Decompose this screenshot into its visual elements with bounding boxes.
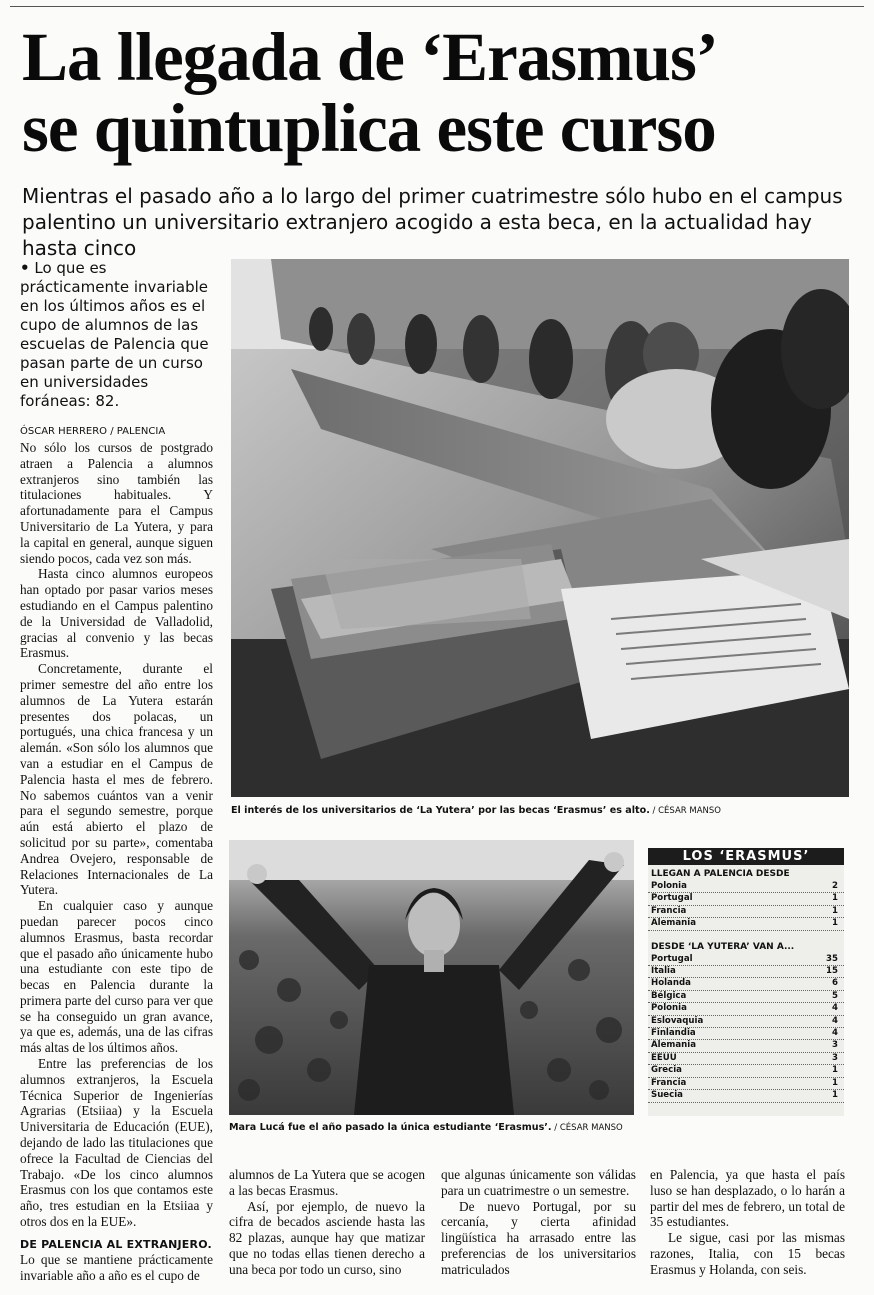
byline-place: PALENCIA (116, 426, 166, 437)
statistics-box-title: LOS ‘ERASMUS’ (648, 848, 844, 865)
article-paragraph: Entre las preferencias de los alumnos extranjeros, la Escuela Técnica Superior de Ingenierías Agrarias (Etsiiaa) y la Escuela Universitaria de Educación (EUE), dejando de lado las titulaciones que ofrece la Facultad de Ciencias del Trabajo. «De los cinco alumnos Erasmus con los que contamos este año, tres estudian en la Etsiiaa y otros dos en la EUE». (20, 1056, 213, 1230)
student-portrait-image (229, 840, 634, 1115)
statistics-row (648, 966, 844, 978)
statistics-row (648, 954, 844, 966)
lead-summary (20, 259, 215, 411)
article-paragraph: En cualquier caso y aunque puedan parecer pocos cinco alumnos Erasmus, basta recordar que el pasado año únicamente hubo una estudiante con este tipo de becas en Palencia durante la primera parte del curso para ver que se ha conseguido un gran avance, ya que es, además, una de las cifras más altas de los últimos años. (20, 898, 213, 1056)
statistics-country: Polonia (651, 881, 687, 891)
statistics-count: 5 (832, 990, 838, 1001)
erasmus-statistics-box (648, 848, 844, 1116)
statistics-row (648, 1016, 844, 1028)
article-paragraph: en Palencia, ya que hasta el país luso se han desplazado, o lo harán a partir del mes de febrero, un total de 35 estudiantes. (650, 1167, 845, 1230)
article-column-2 (229, 1167, 425, 1278)
article-paragraph: Concretamente, durante el primer semestre del año entre los alumnos de La Yutera estarán presentes dos polacas, un portugués, una chica francesa y un alemán. «Son sólo los alumnos que van a estudiar en el Campus de Palencia hasta el mes de febrero. No sabemos cuántos van a venir para el segundo semestre, porque aún está abierto el plazo de solicitud por su parte», comentaba Andrea Ovejero, responsable de Relaciones Internacionales de La Yutera. (20, 661, 213, 898)
statistics-country: Portugal (651, 893, 693, 904)
statistics-row (648, 1003, 844, 1015)
standfirst: Mientras el pasado año a lo largo del primer cuatrimestre sólo hubo en el campus palentino un universitario extranjero acogido a esta beca, en la actualidad hay hasta cinco (22, 184, 843, 260)
article-paragraph: alumnos de La Yutera que se acogen a las becas Erasmus. (229, 1167, 425, 1198)
statistics-count: 6 (832, 978, 838, 989)
statistics-count: 1 (832, 893, 838, 904)
statistics-country: Alemania (651, 1040, 697, 1051)
statistics-country: Francia (651, 1077, 687, 1088)
statistics-count: 1 (832, 918, 838, 929)
statistics-country: EEUU (651, 1052, 677, 1063)
photo-student-portrait (229, 840, 634, 1115)
statistics-country: Finlandia (651, 1028, 696, 1039)
article-paragraph: Hasta cinco alumnos europeos han optado por pasar varios meses estudiando en el Campus palentino de la Universidad de Valladolid, gracias al convenio y las becas Erasmus. (20, 566, 213, 661)
statistics-row (648, 1028, 844, 1040)
article-paragraph: Así, por ejemplo, de nuevo la cifra de becados asciende hasta las 82 plazas, aunque hay que matizar que no todas ellas tienen derecho a una beca por todo un curso, sino (229, 1198, 425, 1277)
statistics-list-incoming (648, 881, 844, 931)
statistics-country: Eslovaquia (651, 1015, 704, 1026)
article-subhead: DE PALENCIA AL EXTRANJERO. (20, 1237, 212, 1251)
statistics-count: 15 (826, 966, 838, 977)
statistics-count: 3 (832, 1040, 838, 1051)
statistics-row (648, 893, 844, 905)
statistics-row (648, 978, 844, 990)
statistics-count: 1 (832, 1077, 838, 1088)
statistics-row (648, 991, 844, 1003)
statistics-country: Portugal (651, 953, 693, 964)
statistics-row (648, 918, 844, 930)
photo-caption-student: Mara Lucá fue el año pasado la única estudiante ‘Erasmus’. / CÉSAR MANSO (229, 1122, 623, 1133)
statistics-row (648, 1065, 844, 1077)
article-paragraph: Lo que se mantiene prácticamente invariable año a año es el cupo de (20, 1251, 213, 1283)
byline-separator: / (107, 426, 117, 437)
article-column-3 (441, 1167, 636, 1278)
statistics-country: Francia (651, 905, 687, 916)
statistics-row (648, 1040, 844, 1052)
statistics-count: 3 (832, 1052, 838, 1063)
statistics-count: 4 (832, 1028, 838, 1039)
statistics-count: 1 (832, 1065, 838, 1076)
statistics-country: Bélgica (651, 990, 687, 1001)
statistics-list-outgoing (648, 954, 844, 1103)
statistics-country: Alemania (651, 918, 697, 929)
statistics-row (648, 1078, 844, 1090)
statistics-section-heading: DESDE ‘LA YUTERA’ VAN A... (651, 941, 795, 952)
article-paragraph: que algunas únicamente son válidas para un cuatrimestre o un semestre. (441, 1167, 636, 1198)
photo-classroom-students (231, 259, 849, 797)
article-paragraph: De nuevo Portugal, por su cercanía, y cierta afinidad lingüística ha arrasado entre las preferencias de los universitarios matriculados (441, 1198, 636, 1277)
byline (20, 425, 215, 438)
statistics-country: Polonia (651, 1003, 687, 1014)
article-column-1 (20, 440, 213, 1283)
headline-line-2: se quintuplica este curso (22, 90, 716, 166)
article-paragraph: No sólo los cursos de postgrado atraen a Palencia a alumnos extranjeros sino también las titulaciones habituales. Y afortunadamente para el Campus Universitario de La Yutera, y para la capital en general, aunque siguen siendo pocos, cada vez son más. (20, 440, 213, 566)
statistics-count: 4 (832, 1003, 838, 1014)
statistics-row (648, 1090, 844, 1102)
headline (22, 19, 852, 166)
bullet-icon: • (20, 259, 30, 277)
page-top-rule (10, 6, 864, 7)
lead-text: Lo que es prácticamente invariable en los últimos años es el cupo de alumnos de las escuelas de Palencia que pasan parte de un curso en universidades foráneas: 82. (20, 259, 209, 410)
statistics-country: Grecia (651, 1065, 682, 1076)
byline-author: ÓSCAR HERRERO (20, 426, 108, 437)
article-column-4 (650, 1167, 845, 1278)
statistics-section-heading: LLEGAN A PALENCIA DESDE (651, 869, 790, 879)
statistics-country: Holanda (651, 978, 691, 989)
statistics-row (648, 906, 844, 918)
statistics-country: Italia (651, 966, 676, 977)
statistics-row (648, 1053, 844, 1065)
statistics-count: 4 (832, 1015, 838, 1026)
classroom-photo-image (231, 259, 849, 797)
statistics-country: Suecia (651, 1090, 683, 1101)
headline-line-1: La llegada de ‘Erasmus’ (22, 19, 718, 95)
photo-caption-classroom: El interés de los universitarios de ‘La Yutera’ por las becas ‘Erasmus’ es alto. / CÉSAR MANSO (231, 805, 721, 816)
statistics-count: 1 (832, 905, 838, 916)
article-paragraph: Le sigue, casi por las mismas razones, Italia, con 15 becas Erasmus y Holanda, con seis. (650, 1230, 845, 1277)
statistics-count: 1 (832, 1090, 838, 1101)
statistics-row (648, 881, 844, 893)
statistics-count: 2 (832, 881, 838, 891)
statistics-count: 35 (826, 953, 838, 964)
